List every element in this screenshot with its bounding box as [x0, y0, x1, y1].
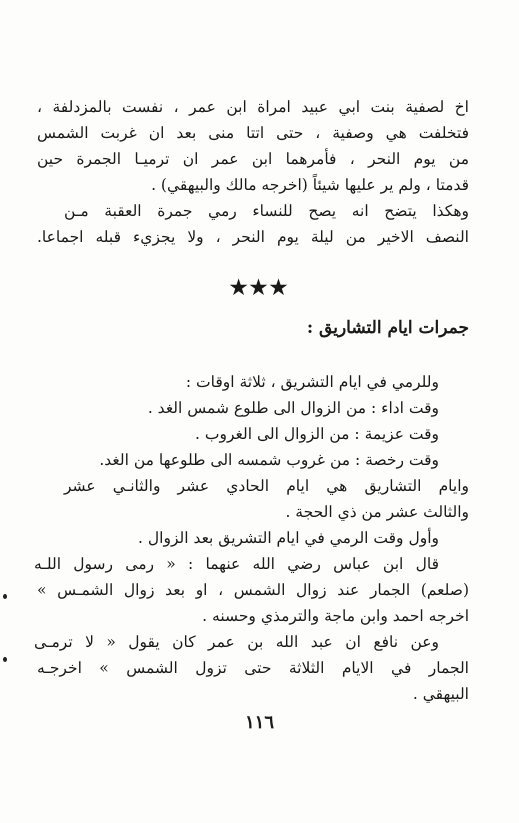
text-line: فتخلفت هي وصفية ، حتى اتتا منى بعد ان غربت الشمس	[37, 124, 469, 142]
text-line: النصف الاخير من ليلة يوم النحر ، ولا يجزيء قبله اجماعا.	[37, 228, 469, 246]
scan-speck	[3, 657, 7, 662]
text-line: وايام التشاريق هي ايام الحادي عشر والثانـي عشر	[64, 477, 469, 495]
text-line: (صلعم) الجمار عند زوال الشمس ، او بعد زوال الشمـس »	[37, 581, 469, 599]
text-line: اخرجه احمد وابن ماجة والترمذي وحسنه .	[202, 607, 469, 625]
text-line: وهكذا يتضح انه يصح للنساء رمي جمرة العقبة مـن	[64, 202, 469, 220]
text-line: وقت عزيمة : من الزوال الى الغروب .	[195, 425, 439, 443]
text-line: قال ابن عباس رضي الله عنهما : « رمى رسول اللـه	[34, 555, 439, 573]
text-line: قدمتا ، ولم ير عليها شيئاً (اخرجه مالك والبيهقي) .	[151, 176, 469, 194]
text-line: وعن نافع ان عبد الله بن عمر كان يقول « لا ترمـى	[34, 633, 439, 651]
scan-speck	[3, 594, 7, 599]
text-line: وأول وقت الرمي في ايام التشريق بعد الزوال .	[138, 529, 439, 547]
text-line: الجمار في الايام الثلاثة حتى تزول الشمس » اخرجـه	[37, 659, 469, 677]
page-number: ١١٦	[244, 712, 274, 733]
section-separator: ★★★	[229, 275, 290, 299]
text-line: والثالث عشر من ذي الحجة .	[285, 503, 469, 521]
section-heading: جمرات ايام التشاريق :	[306, 318, 469, 338]
text-line: وللرمي في ايام التشريق ، ثلاثة اوقات :	[185, 373, 439, 391]
text-line: اخ لصفية بنت ابي عبيد امراة ابن عمر ، نفست بالمزدلفة ،	[37, 98, 469, 116]
text-line: البيهقي .	[412, 685, 469, 703]
text-line: من يوم النحر ، فأمرهما ابن عمر ان ترميـا الجمرة حين	[37, 150, 469, 168]
text-line: وقت رخصة : من غروب شمسه الى طلوعها من الغد.	[99, 451, 439, 469]
text-line: وقت اداء : من الزوال الى طلوع شمس الغد .	[147, 399, 439, 417]
